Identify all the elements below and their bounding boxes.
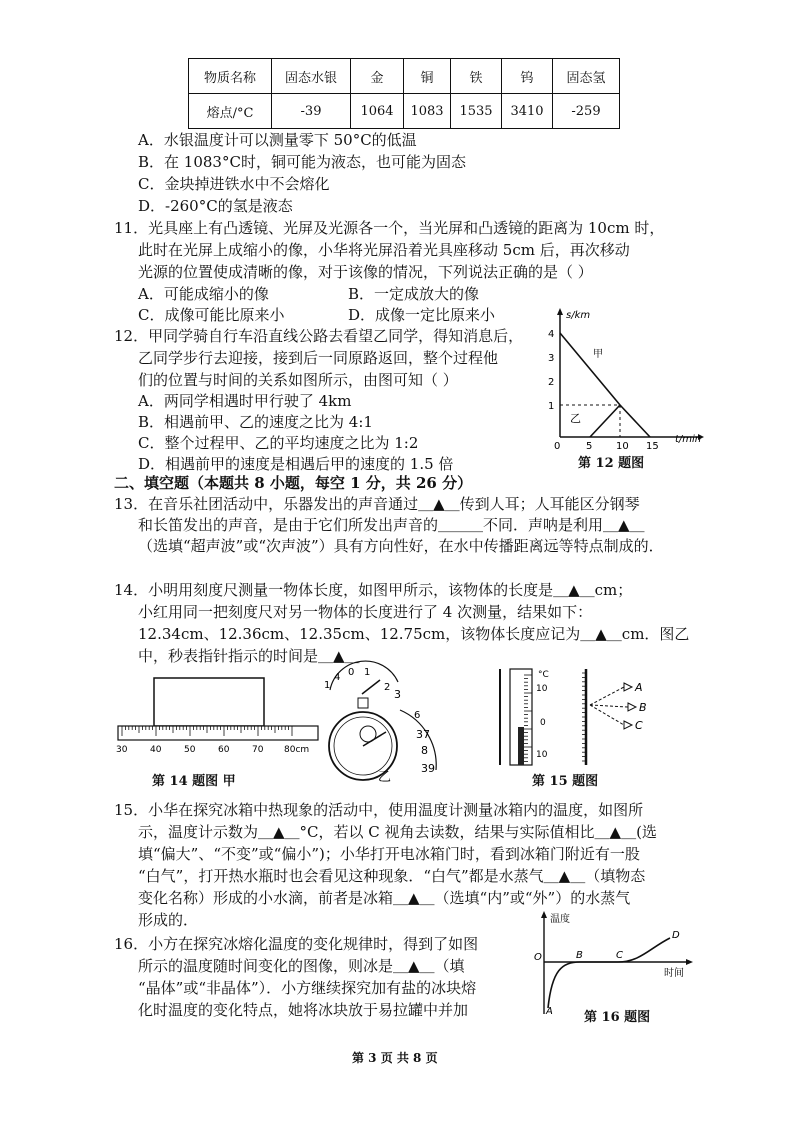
y-tick-label: 1	[548, 401, 555, 412]
q16-text-line: “晶体”或“非晶体”）．小方继续探究加有盐的冰块熔	[138, 979, 477, 997]
q15-text-line: “白气”，打开热水瓶时也会看见这种现象．“白气”都是水蒸气＿▲＿（填物态	[138, 867, 646, 885]
x-axis-arrow	[686, 959, 693, 965]
page-number: 第 3 页 共 8 页	[352, 1051, 438, 1065]
q10-option-c: C．金块掉进铁水中不会熔化	[138, 175, 330, 193]
second-dial-label: 37	[416, 728, 430, 741]
q11-text-line: 光源的位置使成清晰的像，对于该像的情况，下列说法正确的是（ ）	[138, 263, 593, 281]
q12-position-time-graph	[538, 305, 708, 455]
y-tick-label: 2	[548, 377, 555, 388]
table-cell: 物质名称	[189, 59, 272, 94]
x-axis-label: 时间	[664, 968, 684, 979]
q12-text-line: 们的位置与时间的关系如图所示，由图可知（ ）	[138, 371, 458, 389]
eye-c-icon	[624, 721, 632, 729]
melting-point-table	[188, 58, 620, 129]
temperature-curve	[548, 938, 670, 1008]
point-label-d: D	[672, 930, 680, 941]
origin-label: O	[534, 952, 542, 963]
table-cell: 铜	[404, 59, 451, 94]
second-dial-label: 6	[414, 710, 421, 721]
x-tick-label: 15	[646, 441, 659, 452]
q15-text-line: 示，温度计示数为＿▲＿°C，若以 C 视角去读数，结果与实际值相比＿▲＿(选	[138, 823, 657, 841]
eye-a-icon	[624, 683, 632, 691]
minute-dial-label: 2	[384, 682, 391, 693]
q10-option-d: D．-260°C的氢是液态	[138, 197, 293, 215]
table-cell: 1083	[404, 94, 451, 129]
q16-temperature-graph	[530, 910, 700, 1018]
stopwatch-crown	[358, 698, 368, 708]
thermometer-figure	[494, 665, 674, 770]
q14-figure-caption: 第 14 题图 甲	[152, 774, 236, 789]
q14-text-line: 小红用同一把刻度尺对另一物体的长度进行了 4 次测量，结果如下：	[138, 603, 593, 621]
ruler-label: 40	[150, 745, 162, 755]
view-label-a: A	[635, 681, 643, 694]
figure-label-yi: 乙	[378, 770, 392, 785]
section-heading: 二、填空题（本题共 8 小题，每空 1 分，共 26 分）	[114, 474, 473, 492]
view-label-b: B	[639, 701, 647, 714]
table-cell: 3410	[502, 94, 553, 129]
thermometer-unit: °C	[538, 670, 549, 680]
second-dial-label: 39	[421, 762, 435, 775]
q13-text-line: 和长笛发出的声音，是由于它们所发出声音的＿＿＿不同．声呐是利用＿▲＿	[138, 516, 645, 534]
ruler-label: 70	[252, 745, 264, 755]
q16-text-line: 化时温度的变化特点，她将冰块放于易拉罐中并加	[138, 1001, 469, 1019]
q16-text-line: 所示的温度随时间变化的图像，则冰是＿▲＿（填	[138, 957, 465, 975]
minute-dial-label: 4	[334, 672, 341, 683]
q12-text-line: 乙同学步行去迎接，接到后一同原路返回，整个过程他	[138, 349, 499, 367]
eye-b-icon	[628, 703, 636, 711]
q12-option-b: B．相遇前甲、乙的速度之比为 4:1	[138, 413, 373, 431]
table-cell: 铁	[451, 59, 502, 94]
ruler-label: 80cm	[284, 745, 310, 755]
minute-dial-label: 3	[394, 688, 401, 701]
q11-text-line: 11．光具座上有凸透镜、光屏及光源各一个，当光屏和凸透镜的距离为 10cm 时，	[114, 219, 665, 237]
q12-text-line: 12．甲同学骑自行车沿直线公路去看望乙同学，得知消息后，	[114, 327, 524, 345]
minute-dial-label: 0	[348, 667, 355, 678]
point-label-c: C	[616, 950, 623, 961]
table-cell: 固态氢	[553, 59, 620, 94]
q11-text-line: 此时在光屏上成缩小的像，小华将光屏沿着光具座移动 5cm 后，再次移动	[138, 241, 630, 259]
table-cell: -259	[553, 94, 620, 129]
y-axis-arrow	[557, 308, 563, 315]
minute-needle	[362, 680, 380, 694]
side-view-ticks	[582, 673, 586, 761]
q16-text-line: 16．小方在探究冰熔化温度的变化规律时，得到了如图	[114, 935, 479, 953]
view-line-c	[590, 705, 624, 725]
minute-dial-label: 1	[364, 667, 371, 678]
q15-text-line: 填“偏大”、“不变”或“偏小”)；小华打开电冰箱门时，看到冰箱门附近有一股	[138, 845, 640, 863]
table-cell: 钨	[502, 59, 553, 94]
q14-text-line: 中，秒表指针指示的时间是＿▲＿	[138, 647, 360, 665]
q12-option-d: D．相遇前甲的速度是相遇后甲的速度的 1.5 倍	[138, 455, 454, 473]
q15-figure-caption: 第 15 题图	[532, 774, 599, 789]
view-label-c: C	[635, 719, 643, 732]
q15-text-line: 15．小华在探究冰箱中热现象的活动中，使用温度计测量冰箱内的温度，如图所	[114, 801, 644, 819]
q13-text-line: 13．在音乐社团活动中，乐器发出的声音通过＿▲＿传到人耳；人耳能区分钢琴	[114, 495, 640, 513]
ruler-label: 30	[116, 745, 128, 755]
point-label-b: B	[576, 950, 583, 961]
table-cell: -39	[272, 94, 351, 129]
ruler-label: 60	[218, 745, 230, 755]
q11-option-c: C．成像可能比原来小	[138, 306, 285, 324]
stopwatch-figure	[318, 660, 468, 785]
x-tick-label: 5	[586, 441, 593, 452]
thermometer-label: 10	[536, 750, 548, 760]
q13-text-line: （选填“超声波”或“次声波”）具有方向性好，在水中传播距离远等特点制成的．	[138, 537, 664, 555]
second-dial-label: 8	[421, 744, 428, 757]
table-cell: 熔点/°C	[189, 94, 272, 129]
y-axis-label: 温度	[550, 914, 570, 925]
table-header-row	[189, 59, 620, 94]
point-label-a: A	[546, 1006, 553, 1017]
x-axis-label: t/min	[675, 434, 702, 445]
q10-option-a: A．水银温度计可以测量零下 50°C的低温	[138, 131, 417, 149]
yi-label: 乙	[570, 412, 581, 425]
table-cell: 金	[351, 59, 404, 94]
thermometer-label: 10	[536, 684, 548, 694]
view-line-b	[590, 705, 628, 707]
view-line-a	[590, 687, 624, 705]
q11-option-d: D．成像一定比原来小	[348, 306, 496, 324]
q15-text-line: 变化名称）形成的小水滴，前者是冰箱＿▲＿（选填“内”或“外”）的水蒸气	[138, 889, 631, 907]
q11-option-a: A．可能成缩小的像	[138, 285, 269, 303]
table-row	[189, 94, 620, 129]
table-cell: 1535	[451, 94, 502, 129]
thermometer-label: 0	[540, 718, 546, 728]
q15-text-line: 形成的．	[138, 911, 199, 929]
q12-option-a: A．两同学相遇时甲行驶了 4km	[138, 392, 352, 410]
q11-option-b: B．一定成放大的像	[348, 285, 480, 303]
ruler-label: 50	[184, 745, 196, 755]
jia-label: 甲	[593, 349, 603, 360]
measured-block	[154, 678, 264, 726]
q14-ruler-figure	[112, 672, 322, 762]
y-tick-label: 4	[548, 329, 555, 340]
x-tick-label: 0	[554, 441, 561, 452]
ruler	[118, 726, 318, 740]
y-axis-arrow	[541, 911, 547, 918]
q16-figure-caption: 第 16 题图	[584, 1010, 651, 1025]
q14-text-line: 12.34cm、12.36cm、12.35cm、12.75cm，该物体长度应记为＿▲＿cm．图乙	[138, 625, 690, 643]
q10-option-b: B．在 1083°C时，铜可能为液态，也可能为固态	[138, 153, 466, 171]
yi-line	[590, 405, 620, 437]
y-axis-label: s/km	[566, 310, 591, 321]
x-tick-label: 10	[616, 441, 629, 452]
q12-figure-caption: 第 12 题图	[578, 456, 645, 471]
q12-option-c: C．整个过程甲、乙的平均速度之比为 1:2	[138, 434, 419, 452]
table-cell: 固态水银	[272, 59, 351, 94]
q14-text-line: 14．小明用刻度尺测量一物体长度，如图甲所示，该物体的长度是＿▲＿cm；	[114, 581, 633, 599]
y-tick-label: 3	[548, 353, 555, 364]
minute-dial-label: 1	[324, 680, 331, 691]
thermometer-liquid	[518, 727, 524, 765]
table-cell: 1064	[351, 94, 404, 129]
